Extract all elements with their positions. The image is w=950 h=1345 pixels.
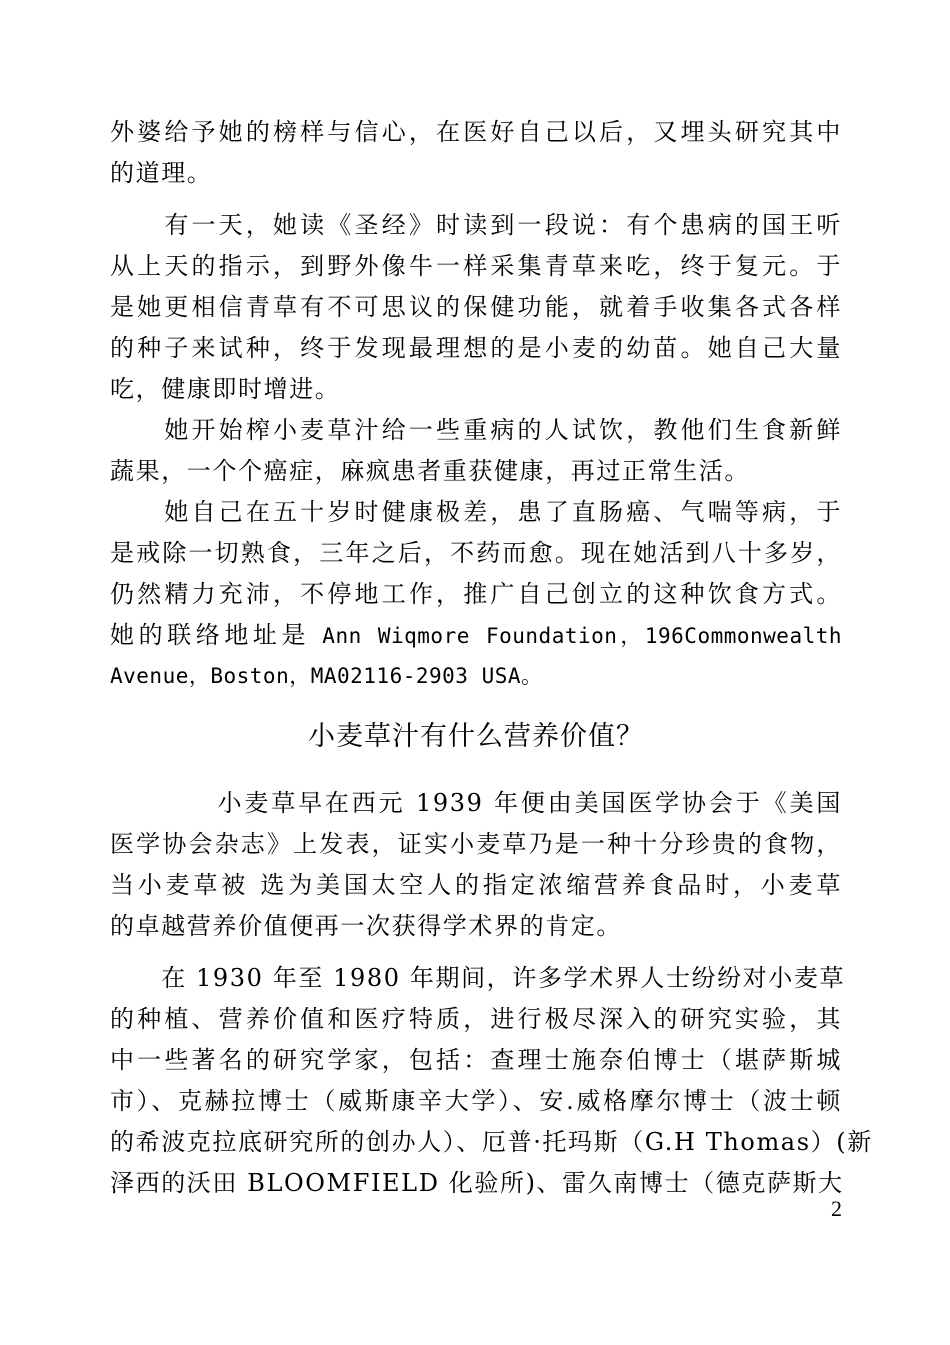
text-line: 的卓越营养价值便再一次获得学术界的肯定。 [110,912,622,940]
page-number: 2 [831,1196,842,1221]
text-line: 吃，健康即时增进。 [110,375,341,403]
text-line: 泽西的沃田 BLOOMFIELD 化验所)、雷久南博士（德克萨斯大 [110,1169,844,1197]
text-line: 她自己在五十岁时健康极差，患了直肠癌、气喘等病，于 [110,498,842,526]
paragraph-2 [110,205,842,410]
text-line: 她开始榨小麦草汁给一些重病的人试饮，教他们生食新鲜 [110,416,842,444]
address-line [110,615,842,656]
paragraph-3 [110,410,842,492]
address-text: Ann Wiqmore Foundation，196Commonwealth [322,624,843,648]
text-line: 的希波克拉底研究所的创办人）、厄普·托玛斯（G.H Thomas）(新 [110,1128,873,1156]
text-line: 外婆给予她的榜样与信心，在医好自己以后，又埋头研究其中 [110,118,842,146]
text-line: 小麦草早在西元 1939 年便由美国医学协会于《美国 [110,789,842,817]
text-line: 的道理。 [110,159,213,187]
address-prefix: 她的联络地址是 [110,621,311,649]
section-heading: 小麦草汁有什么营养价值？ [308,721,644,752]
paragraph-5 [110,783,842,947]
text-line: 中一些著名的研究学家，包括：查理士施奈伯博士（堪萨斯城 [110,1046,842,1074]
text-line: 市）、克赫拉博士（威斯康辛大学）、安.威格摩尔博士（波士顿 [110,1087,842,1115]
address-line: Avenue，Boston，MA02116-2903 USA。 [110,664,543,688]
text-line: 有一天，她读《圣经》时读到一段说：有个患病的国王听 [110,211,842,239]
paragraph-1 [110,112,842,194]
text-line: 的种植、营养价值和医疗特质，进行极尽深入的研究实验，其 [110,1005,842,1033]
text-line: 蔬果，一个个癌症，麻疯患者重获健康，再过正常生活。 [110,457,750,485]
text-line: 医学协会杂志》上发表，证实小麦草乃是一种十分珍贵的食物， [110,830,842,858]
text-line: 当小麦草被 选为美国太空人的指定浓缩营养食品时，小麦草 [110,871,842,899]
text-line: 从上天的指示，到野外像牛一样采集青草来吃，终于复元。于 [110,252,842,280]
paragraph-6 [110,958,873,1204]
text-line: 是她更相信青草有不可思议的保健功能，就着手收集各式各样 [110,293,842,321]
text-line: 在 1930 年至 1980 年期间，许多学术界人士纷纷对小麦草 [110,964,846,992]
text-line: 的种子来试种，终于发现最理想的是小麦的幼苗。她自己大量 [110,334,842,362]
document-body [110,112,873,1204]
paragraph-4 [110,492,842,697]
text-line: 是戒除一切熟食，三年之后，不药而愈。现在她活到八十多岁， [110,539,842,567]
text-line: 仍然精力充沛，不停地工作，推广自己创立的这种饮食方式。 [110,580,842,608]
